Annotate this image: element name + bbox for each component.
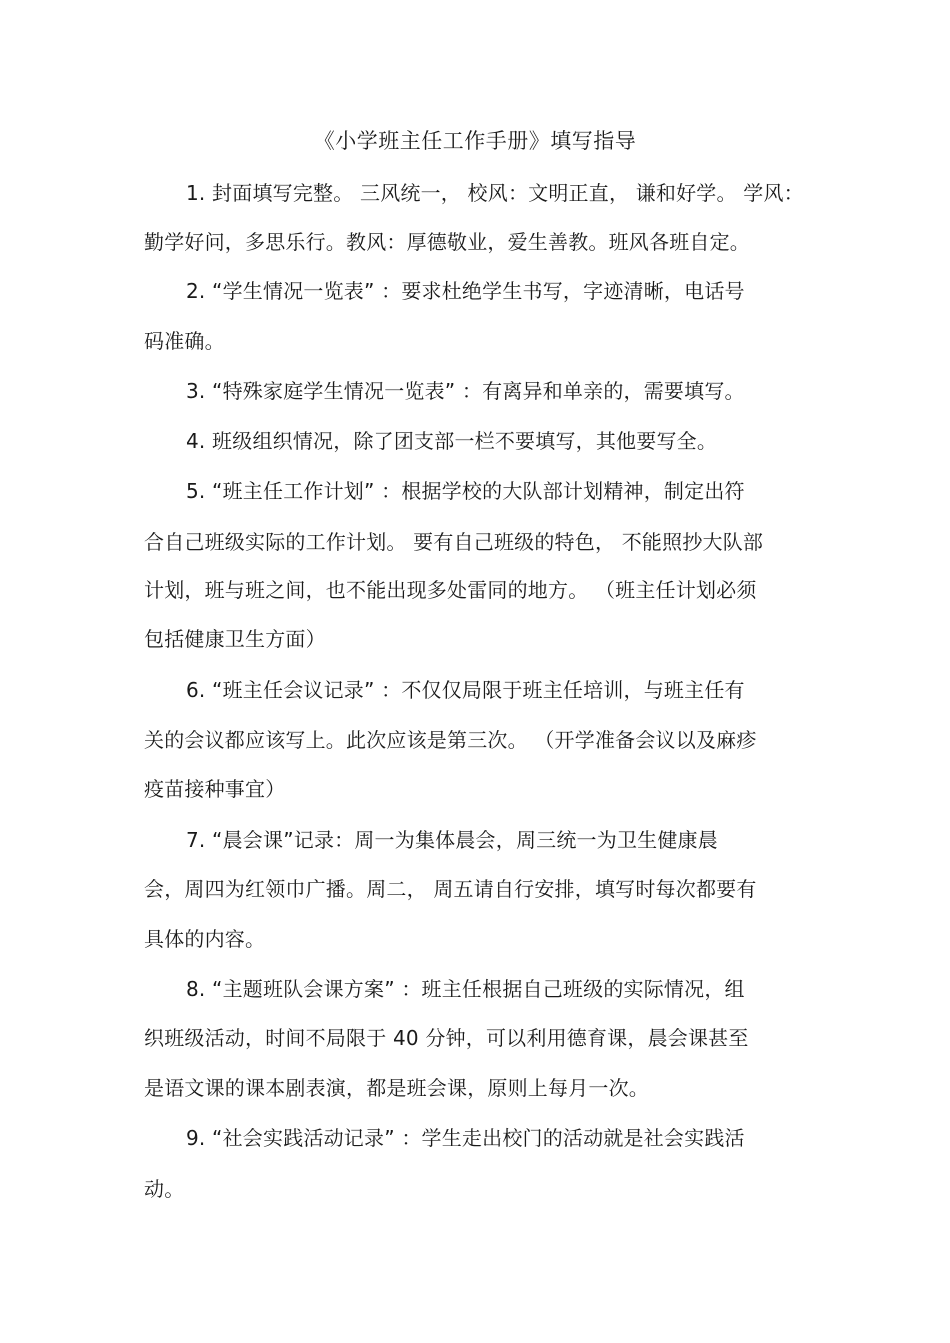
item-1-line-1: 1. 封面填写完整。 三风统一， 校风：文明正直， 谦和好学。 学风： [186,181,804,205]
item-5-line-3: 计划，班与班之间，也不能出现多处雷同的地方。 （班主任计划必须 [144,578,757,602]
document-title: 《小学班主任工作手册》填写指导 [313,129,637,153]
item-2-line-2: 码准确。 [144,329,225,353]
item-5-line-1: 5. “班主任工作计划” ：根据学校的大队部计划精神，制定出符 [186,479,745,503]
item-6-line-1: 6. “班主任会议记录” ：不仅仅局限于班主任培训，与班主任有 [186,678,745,702]
item-7-line-3: 具体的内容。 [144,927,266,951]
item-7-line-2: 会，周四为红领巾广播。周二， 周五请自行安排，填写时每次都要有 [144,877,757,901]
item-9-line-2: 动。 [144,1177,185,1201]
item-5-line-4: 包括健康卫生方面） [144,627,326,651]
item-4-line-1: 4. 班级组织情况，除了团支部一栏不要填写，其他要写全。 [186,429,718,453]
item-6-line-3: 疫苗接种事宜） [144,777,286,801]
item-8-line-1: 8. “主题班队会课方案” ：班主任根据自己班级的实际情况，组 [186,977,745,1001]
item-7-line-1: 7. “晨会课”记录：周一为集体晨会，周三统一为卫生健康晨 [186,828,718,852]
item-9-line-1: 9. “社会实践活动记录” ：学生走出校门的活动就是社会实践活 [186,1126,745,1150]
item-1-line-2: 勤学好问，多思乐行。教风：厚德敬业，爱生善教。班风各班自定。 [144,230,750,254]
item-6-line-2: 关的会议都应该写上。此次应该是第三次。 （开学准备会议以及麻疹 [144,728,757,752]
item-8-line-2: 织班级活动，时间不局限于 40 分钟，可以利用德育课，晨会课甚至 [144,1026,749,1050]
item-2-line-1: 2. “学生情况一览表” ：要求杜绝学生书写，字迹清晰，电话号 [186,279,745,303]
item-3-line-1: 3. “特殊家庭学生情况一览表” ：有离异和单亲的，需要填写。 [186,379,745,403]
item-8-line-3: 是语文课的课本剧表演，都是班会课，原则上每月一次。 [144,1076,649,1100]
item-5-line-2: 合自己班级实际的工作计划。 要有自己班级的特色， 不能照抄大队部 [144,530,764,554]
